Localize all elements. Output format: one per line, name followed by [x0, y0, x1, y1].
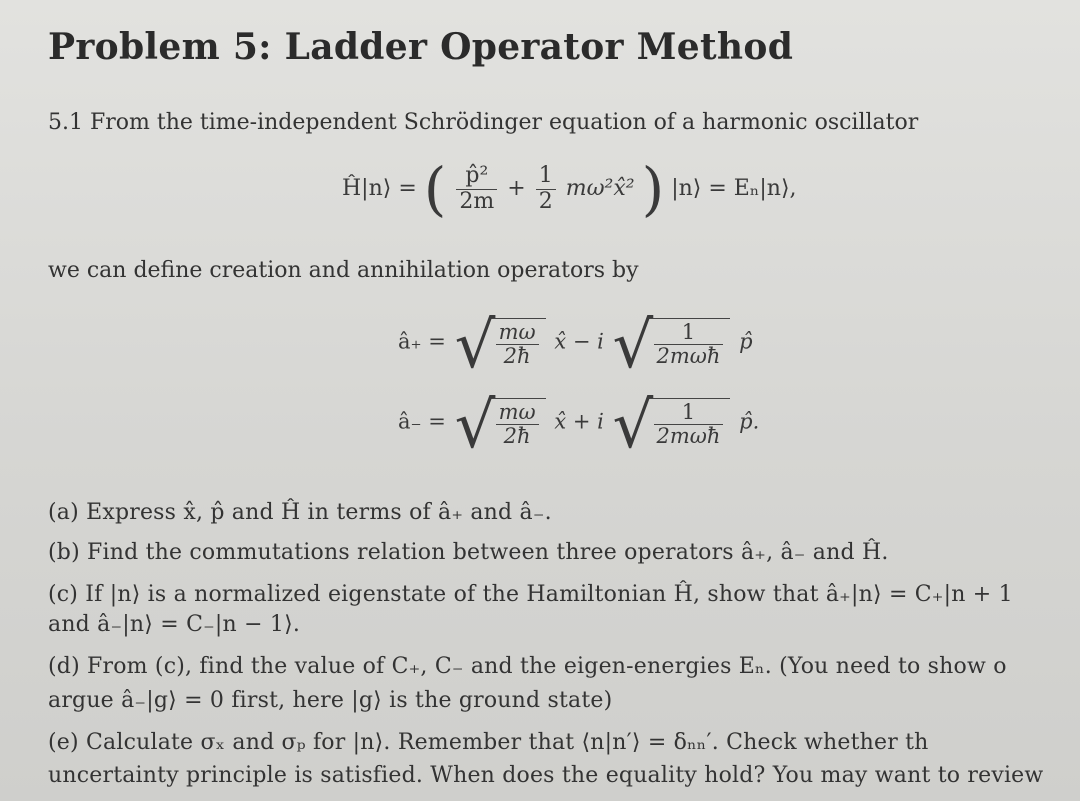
- sqrt-1-2mwhbar: √ $\frac{1}{\text{2mωħ}}$: [613, 318, 731, 368]
- hamiltonian-equation: [342, 155, 797, 223]
- item-d-line2: argue â₋|g⟩ = 0 first, here |g⟩ is the ground state): [48, 688, 613, 713]
- creation-operator-equation: [398, 309, 753, 383]
- 2mwhbar-denominator-2: 2mωħ: [656, 424, 721, 449]
- hamiltonian-lhs: Ĥ|n⟩ =: [342, 176, 417, 201]
- 2hbar-denominator: 2ħ: [503, 344, 531, 369]
- item-b: (b) Find the commutations relation between three operators â₊, â₋ and Ĥ.: [48, 540, 889, 565]
- x-plus-i: x̂ + i: [554, 409, 604, 434]
- item-e-line1: (e) Calculate σₓ and σₚ for |n⟩. Remember that ⟨n|n′⟩ = δₙₙ′. Check whether th: [48, 730, 929, 755]
- define-text: we can define creation and annihilation operators by: [48, 258, 639, 283]
- aplus-lhs: â₊ =: [398, 329, 446, 354]
- item-a: (a) Express x̂, p̂ and Ĥ in terms of â₊ and â₋.: [48, 500, 552, 525]
- sqrt-mw-2hbar: √ $\frac{m\omega}{2ħ}$: [455, 318, 546, 368]
- 2mwhbar-denominator: 2mωħ: [656, 344, 721, 369]
- 2hbar-denominator-2: 2ħ: [503, 424, 531, 449]
- one-half: [536, 164, 556, 213]
- mw-numerator-2: mω: [496, 401, 539, 425]
- item-c-line2: and â₋|n⟩ = C₋|n − 1⟩.: [48, 612, 301, 637]
- 2m-denominator: 2m: [459, 188, 495, 214]
- plus-sign: +: [507, 176, 526, 201]
- one-numerator-2: 1: [654, 401, 724, 425]
- mw-numerator: mω: [496, 321, 539, 345]
- p2-numerator: p̂²: [456, 164, 497, 189]
- hamiltonian-rhs: |n⟩ = Eₙ|n⟩,: [671, 176, 797, 201]
- problem-title: Problem 5: Ladder Operator Method: [48, 26, 794, 68]
- potential-term: mω²x̂²: [565, 176, 635, 201]
- intro-text: 5.1 From the time-independent Schrödinger equation of a harmonic oscillator: [48, 110, 919, 135]
- p2-over-2m: [456, 164, 497, 213]
- item-c-line1: (c) If |n⟩ is a normalized eigenstate of the Hamiltonian Ĥ, show that â₊|n⟩ = C₊|n + 1: [48, 582, 1013, 607]
- sqrt-mw-2hbar-2: √ $\frac{m\omega}{2ħ}$: [455, 398, 546, 448]
- x-minus-i: x̂ − i: [554, 329, 604, 354]
- annihilation-operator-equation: [398, 389, 760, 463]
- right-paren: ): [641, 155, 665, 223]
- item-d-line1: (d) From (c), find the value of C₊, C₋ and the eigen-energies Eₙ. (You need to show o: [48, 654, 1007, 679]
- p-operator-2: p̂.: [739, 409, 760, 434]
- p-operator: p̂: [739, 329, 753, 354]
- half-denominator: 2: [538, 188, 553, 214]
- sqrt-1-2mwhbar-2: √ $\frac{1}{\text{2mωħ}}$: [613, 398, 731, 448]
- item-e-line2: uncertainty principle is satisfied. When does the equality hold? You may want to review: [48, 763, 1044, 788]
- one-numerator: 1: [654, 321, 724, 345]
- left-paren: (: [423, 155, 447, 223]
- aminus-lhs: â₋ =: [398, 409, 446, 434]
- half-numerator: 1: [536, 164, 556, 189]
